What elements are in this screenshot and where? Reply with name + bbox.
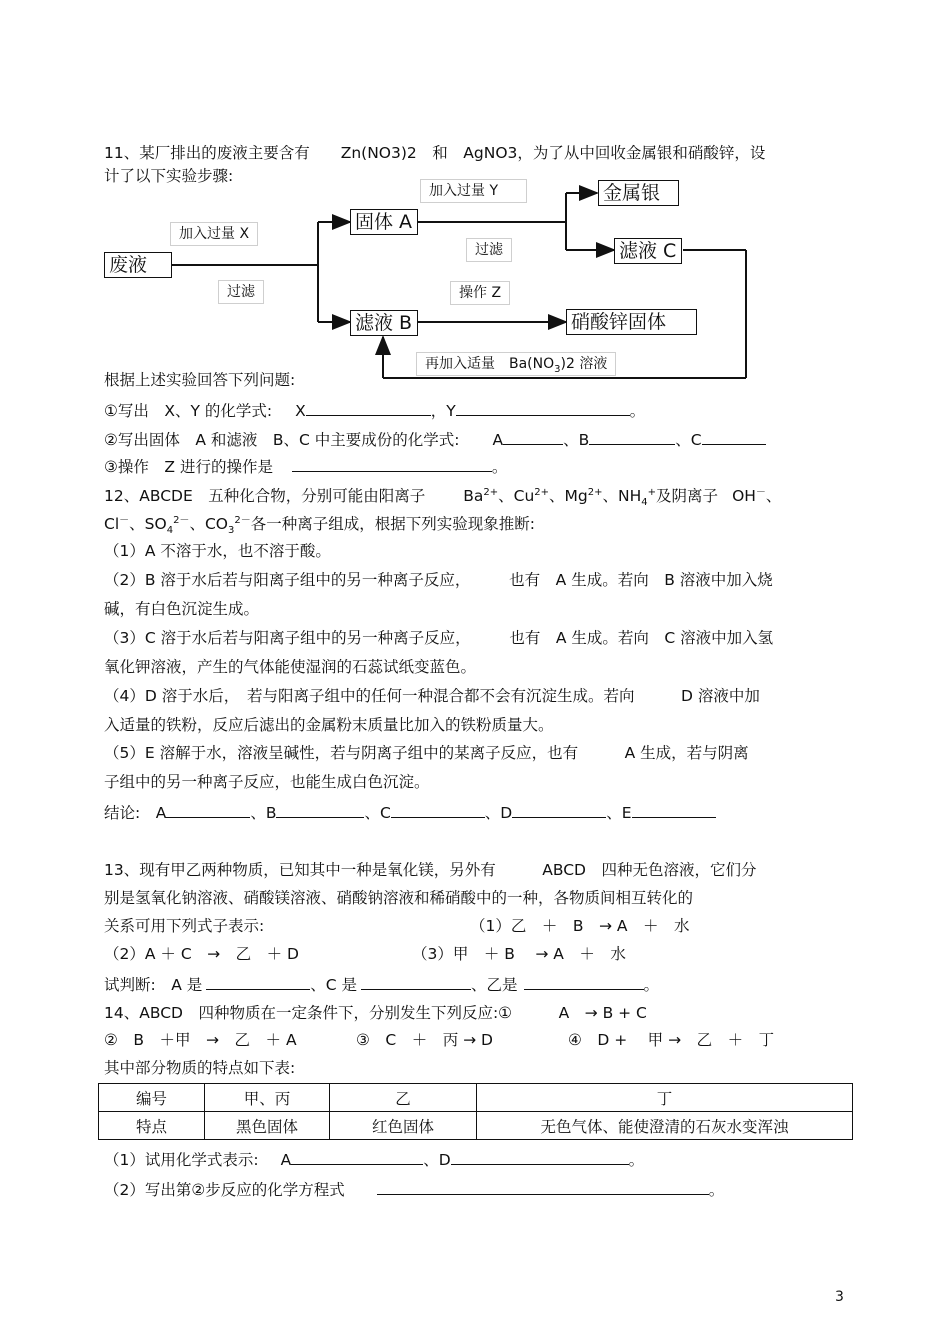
page-number: 3 (835, 1289, 844, 1305)
filter1-label: 过滤 (218, 280, 264, 304)
q11-line1: 11、某厂排出的废液主要含有 Zn(NO3)2 和 AgNO3，为了从中回收金属银和硝酸锌，设 (104, 144, 766, 162)
table-cell: 无色气体、能使澄清的石灰水变浑浊 (477, 1112, 853, 1140)
q12-cond1: （1）A 不溶于水，也不溶于酸。 (104, 542, 331, 560)
q11-answer2: ②写出固体 A 和滤液 B、C 中主要成份的化学式: A 、B 、C (104, 428, 766, 450)
table-cell: 甲、丙 (205, 1084, 330, 1112)
q12-cond3b: 氧化钾溶液，产生的气体能使湿润的石蕊试纸变蓝色。 (104, 658, 477, 676)
q13-line1: 13、现有甲乙两种物质，已知其中一种是氧化镁，另外有 ABCD 四种无色溶液，它们分 (104, 861, 757, 879)
q14-q2: （2）写出第②步反应的化学方程式 。 (104, 1178, 724, 1200)
zinc-nitrate-box: 硝酸锌固体 (566, 309, 697, 335)
table-cell: 黑色固体 (205, 1112, 330, 1140)
filtrate-b-box: 滤液 B (350, 310, 418, 336)
q11-intro: 根据上述实验回答下列问题: (104, 371, 296, 389)
table-cell: 丁 (477, 1084, 853, 1112)
q12-conclusion: 结论: A 、B 、C 、D 、E (104, 801, 716, 823)
q12-cond5a: （5）E 溶解于水，溶液呈碱性，若与阴离子组中的某离子反应，也有 A 生成，若与阴离 (104, 744, 749, 762)
add-x-label: 加入过量 X (170, 222, 258, 246)
q13-line2: 别是氢氧化钠溶液、硝酸镁溶液、硝酸钠溶液和稀硝酸中的一种，各物质间相互转化的 (104, 889, 694, 907)
q14-table-intro: 其中部分物质的特点如下表: (104, 1059, 296, 1077)
silver-box: 金属银 (598, 180, 679, 206)
q12-cond2a: （2）B 溶于水后若与阳离子组中的另一种离子反应， 也有 A 生成。若向 B 溶液中加入烧 (104, 571, 773, 589)
q14-r2: ② B ＋甲 → 乙 ＋ A (104, 1031, 297, 1049)
q11-line2: 计了以下实验步骤: (104, 167, 234, 185)
table-row (99, 1112, 853, 1140)
q12-cond5b: 子组中的另一种离子反应，也能生成白色沉淀。 (104, 773, 430, 791)
q14-r4: ④ D + 甲 → 乙 ＋ 丁 (568, 1031, 775, 1049)
table-cell: 红色固体 (330, 1112, 477, 1140)
q14-r3: ③ C ＋ 丙 → D (356, 1031, 493, 1049)
q13-line3: 关系可用下列式子表示: (104, 917, 265, 935)
table-cell: 编号 (99, 1084, 205, 1112)
q12-line2: Cl－、$SO_4^{2-}$、$CO_3^{2-}$各一种离子组成，根据下列实验现象推断: (104, 514, 535, 537)
q12-cond4a: （4）D 溶于水后， 若与阳离子组中的任何一种混合都不会有沉淀生成。若向 D 溶液中加 (104, 687, 760, 705)
q12-cond3a: （3）C 溶于水后若与阳离子组中的另一种离子反应， 也有 A 生成。若向 C 溶液中加入氢 (104, 629, 774, 647)
solid-a-box: 固体 A (350, 209, 418, 235)
add-y-label: 加入过量 Y (420, 179, 527, 203)
op-z-label: 操作 Z (450, 281, 510, 305)
filter2-label: 过滤 (466, 238, 512, 262)
q13-eq3: （3）甲 ＋ B → A ＋ 水 (412, 945, 626, 963)
q12-cond2b: 碱，有白色沉淀生成。 (104, 600, 260, 618)
table-cell: 特点 (99, 1112, 205, 1140)
filtrate-c-box: 滤液 C (614, 238, 682, 264)
q11-answer3: ③操作 Z 进行的操作是 。 (104, 455, 507, 477)
add-ba-label: 再加入适量 $Ba(NO_3)2$ 溶液 (416, 352, 616, 376)
q12-cond4b: 入适量的铁粉，反应后滤出的金属粉末质量比加入的铁粉质量大。 (104, 716, 554, 734)
q11-answer1: ①写出 X、Y 的化学式: X ，Y 。 (104, 399, 645, 421)
table-cell: 乙 (330, 1084, 477, 1112)
q14-q1: （1）试用化学式表示: A 、D 。 (104, 1148, 644, 1170)
q14-table (98, 1083, 853, 1140)
table-row (99, 1084, 853, 1112)
waste-box: 废液 (104, 252, 172, 278)
q14-line1: 14、ABCD 四种物质在一定条件下，分别发生下列反应:① A → B + C (104, 1004, 647, 1022)
q13-eq2: （2）A ＋ C → 乙 ＋ D (104, 945, 299, 963)
q12-line1: 12、ABCDE 五种化合物，分别可能由阳离子 $Ba^{2+}$、$Cu^{2+}$、$Mg^{2+}$、$NH_4^+$及阴离子 OH－、 (104, 486, 782, 509)
q13-eq1: （1）乙 ＋ B → A ＋ 水 (470, 917, 690, 935)
q13-judge: 试判断: A 是 、C 是 、乙是 。 (104, 973, 659, 995)
